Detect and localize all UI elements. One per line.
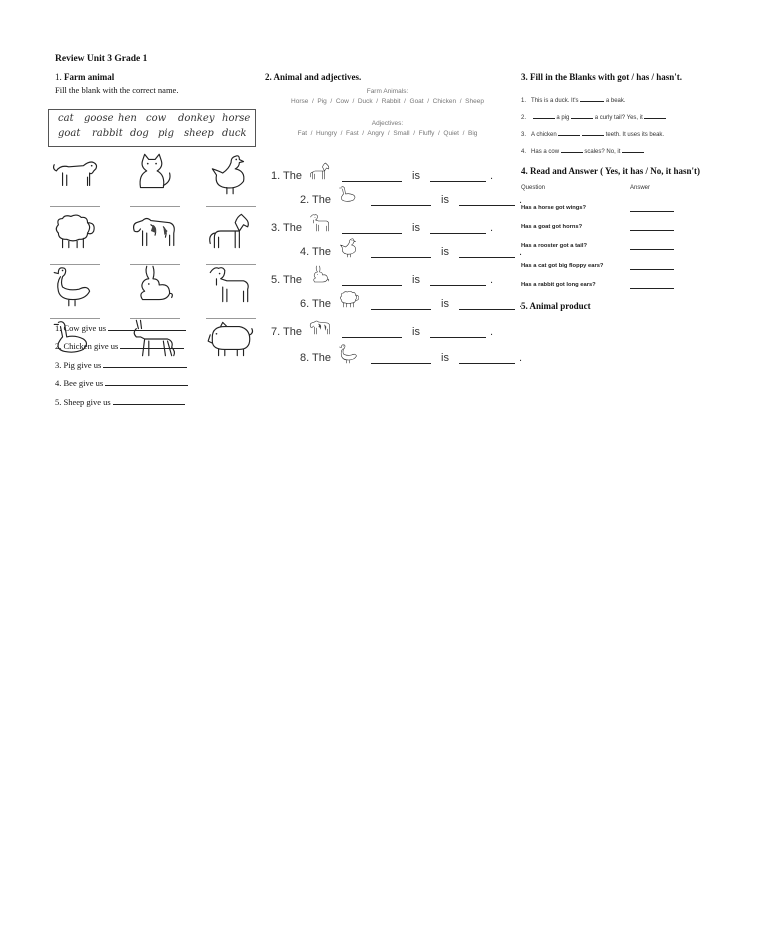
adjective-exercise-item xyxy=(300,288,522,310)
section5-title: 5. Animal product xyxy=(521,301,591,311)
word-bank-word: pig xyxy=(158,128,175,139)
section1-title: Farm animal xyxy=(64,72,115,82)
answer-blank[interactable] xyxy=(105,385,188,386)
page-title: Review Unit 3 Grade 1 xyxy=(55,54,148,64)
question-text: Has a rooster got a tail? xyxy=(521,243,588,249)
section1-question: 3. Pig give us xyxy=(55,356,188,374)
question-text: Has a goat got horns? xyxy=(521,224,583,230)
column-header-question: Question xyxy=(521,185,546,191)
section3-line: 4. Has a cow scales? No, it xyxy=(521,149,721,155)
answer-blank[interactable] xyxy=(644,118,666,119)
duck-icon xyxy=(48,262,100,308)
item-verb: is xyxy=(412,274,420,286)
animal-name-blank[interactable] xyxy=(206,206,256,207)
item-verb: is xyxy=(441,246,449,258)
item-period: . xyxy=(518,194,523,206)
hen-icon xyxy=(204,150,256,196)
word-bank-word: duck xyxy=(222,128,247,139)
sheep-icon xyxy=(48,208,100,254)
cow-icon xyxy=(128,208,180,254)
item-prefix: 1. The xyxy=(271,170,302,182)
word-bank-word: rabbit xyxy=(92,128,123,139)
adjective-blank[interactable] xyxy=(430,285,486,286)
word-bank-word: goose xyxy=(84,113,114,124)
hen-icon xyxy=(335,236,363,258)
section3-title: 3. Fill in the Blanks with got / has / hasn't. xyxy=(521,72,683,82)
word-bank-word: horse xyxy=(222,113,251,124)
answer-blank[interactable] xyxy=(533,118,555,119)
adjective-exercise-item xyxy=(271,212,493,234)
answer-blank[interactable] xyxy=(108,330,186,331)
answer-blank[interactable] xyxy=(561,152,583,153)
item-period: . xyxy=(489,222,494,234)
animal-blank[interactable] xyxy=(371,205,431,206)
farm-animals-label: Farm Animals: xyxy=(366,88,409,95)
question-text: Has a rabbit got long ears? xyxy=(521,282,596,288)
answer-blank[interactable] xyxy=(630,269,674,270)
farm-animals-list: Horse / Pig / Cow / Duck / Rabbit / Goat / Chicken / Sheep xyxy=(291,98,484,105)
section1-question: 5. Sheep give us xyxy=(55,393,188,411)
answer-blank[interactable] xyxy=(571,118,593,119)
animal-blank[interactable] xyxy=(371,309,431,310)
horse-icon xyxy=(204,208,256,254)
adjectives-label: Adjectives: xyxy=(371,120,404,127)
item-period: . xyxy=(518,298,523,310)
horse-icon xyxy=(306,160,334,182)
section4-title: 4. Read and Answer ( Yes, it has / No, it hasn't) xyxy=(521,166,701,176)
column-header-answer: Answer xyxy=(630,185,651,191)
section3-line: 2. a pig a curly tail? Yes, it xyxy=(521,115,721,121)
goose-icon xyxy=(335,184,363,206)
word-bank-row1 xyxy=(48,113,254,127)
adjective-exercise-item xyxy=(271,316,493,338)
word-bank-word: sheep xyxy=(184,128,214,139)
rabbit-icon xyxy=(128,262,180,308)
answer-blank[interactable] xyxy=(580,101,604,102)
question-text: Has a cat got big floppy ears? xyxy=(521,263,604,269)
animal-name-blank[interactable] xyxy=(130,206,180,207)
section1-question: 4. Bee give us xyxy=(55,374,188,392)
item-verb: is xyxy=(441,298,449,310)
section3-line: 3. A chicken teeth. It uses its beak. xyxy=(521,132,665,138)
pig-icon xyxy=(204,316,256,362)
question-text: Has a horse got wings? xyxy=(521,205,587,211)
adjective-exercise-item xyxy=(300,342,522,364)
answer-blank[interactable] xyxy=(630,211,674,212)
item-prefix: 8. The xyxy=(300,352,331,364)
answer-blank[interactable] xyxy=(630,249,674,250)
cat-icon xyxy=(128,150,180,196)
goat-icon xyxy=(204,262,256,308)
item-verb: is xyxy=(412,326,420,338)
item-prefix: 5. The xyxy=(271,274,302,286)
adjective-blank[interactable] xyxy=(459,205,515,206)
item-period: . xyxy=(518,246,523,258)
word-bank-word: hen xyxy=(118,113,137,124)
adjectives-list: Fat / Hungry / Fast / Angry / Small / Fluffy / Quiet / Big xyxy=(297,130,478,137)
word-bank-word: cat xyxy=(58,113,74,124)
section1-question: 1. Cow give us xyxy=(55,319,188,337)
animal-blank[interactable] xyxy=(371,257,431,258)
item-period: . xyxy=(489,170,494,182)
item-verb: is xyxy=(412,170,420,182)
duck-icon xyxy=(335,342,363,364)
item-prefix: 7. The xyxy=(271,326,302,338)
item-prefix: 2. The xyxy=(300,194,331,206)
word-bank-word: goat xyxy=(58,128,81,139)
animal-blank[interactable] xyxy=(371,363,431,364)
answer-blank[interactable] xyxy=(582,135,604,136)
animal-blank[interactable] xyxy=(342,181,402,182)
adjective-blank[interactable] xyxy=(430,337,486,338)
item-prefix: 3. The xyxy=(271,222,302,234)
section1-question: 2. Chicken give us xyxy=(55,337,188,355)
section3-line: 1. This is a duck. It's a beak. xyxy=(521,98,626,104)
answer-blank[interactable] xyxy=(103,367,187,368)
cow-icon xyxy=(306,316,334,338)
animal-blank[interactable] xyxy=(342,337,402,338)
adjective-blank[interactable] xyxy=(459,257,515,258)
answer-blank[interactable] xyxy=(120,348,184,349)
dog-icon xyxy=(48,150,100,196)
item-period: . xyxy=(489,274,494,286)
adjective-exercise-item xyxy=(271,160,493,182)
item-verb: is xyxy=(412,222,420,234)
word-bank-row2 xyxy=(48,128,254,142)
section1-instruction: Fill the blank with the correct name. xyxy=(55,85,179,95)
sheep-icon xyxy=(335,288,363,310)
item-verb: is xyxy=(441,352,449,364)
item-verb: is xyxy=(441,194,449,206)
item-prefix: 6. The xyxy=(300,298,331,310)
adjective-blank[interactable] xyxy=(459,363,515,364)
section2-title: 2. Animal and adjectives. xyxy=(265,72,362,82)
goat-icon xyxy=(306,212,334,234)
adjective-blank[interactable] xyxy=(430,233,486,234)
word-bank-word: dog xyxy=(130,128,149,139)
animal-name-blank[interactable] xyxy=(50,206,100,207)
item-period: . xyxy=(518,352,523,364)
adjective-blank[interactable] xyxy=(459,309,515,310)
word-bank-word: cow xyxy=(146,113,167,124)
word-bank-word: donkey xyxy=(178,113,215,124)
section1-number: 1. xyxy=(55,72,62,82)
animal-blank[interactable] xyxy=(342,233,402,234)
section1-heading xyxy=(55,72,114,82)
item-prefix: 4. The xyxy=(300,246,331,258)
item-period: . xyxy=(489,326,494,338)
answer-blank[interactable] xyxy=(558,135,580,136)
adjective-exercise-item xyxy=(300,236,522,258)
answer-blank[interactable] xyxy=(630,230,674,231)
answer-blank[interactable] xyxy=(630,288,674,289)
animal-blank[interactable] xyxy=(342,285,402,286)
adjective-exercise-item xyxy=(271,264,493,286)
answer-blank[interactable] xyxy=(622,152,644,153)
answer-blank[interactable] xyxy=(113,404,185,405)
section1-question-list xyxy=(55,319,188,411)
adjective-exercise-item xyxy=(300,184,522,206)
adjective-blank[interactable] xyxy=(430,181,486,182)
rabbit-icon xyxy=(306,264,334,286)
